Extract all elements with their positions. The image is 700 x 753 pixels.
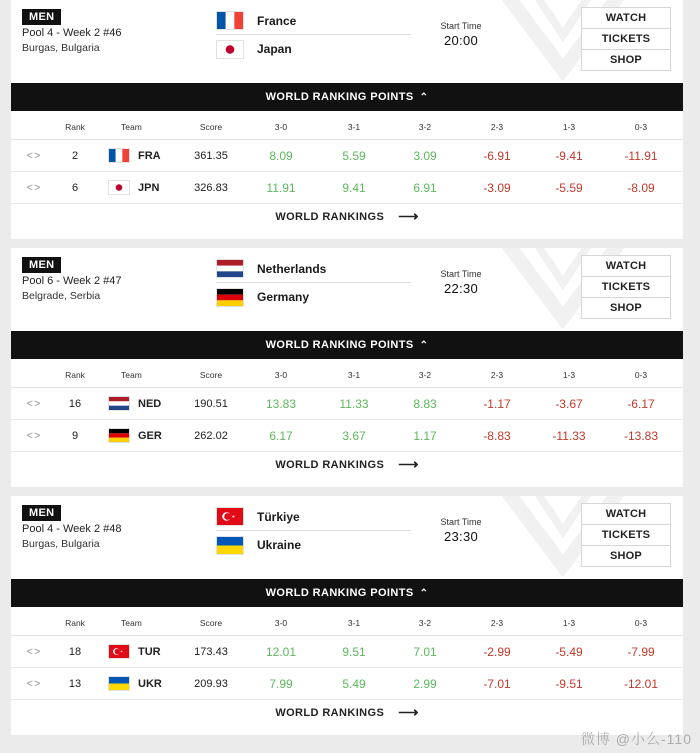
de-flag-icon (216, 288, 244, 307)
venue-label: Burgas, Bulgaria (22, 42, 100, 54)
match-actions (581, 503, 671, 566)
team-name: France (257, 13, 297, 28)
score-value: 326.83 (194, 181, 228, 194)
team-cell (108, 636, 168, 667)
expand-arrows-icon[interactable]: < > (26, 677, 40, 690)
points-value: 6.91 (413, 180, 437, 195)
col-result-header: 3-1 (347, 370, 361, 380)
gender-badge: MEN (22, 505, 61, 521)
ranking-points-table (11, 359, 683, 452)
wrp-label: WORLD RANKING POINTS (265, 339, 414, 351)
team-code: TUR (138, 645, 161, 658)
col-team-header: Team (121, 618, 142, 628)
points-value: -12.01 (623, 676, 659, 691)
start-time-label: Start Time (440, 517, 482, 527)
expand-arrows-icon[interactable]: < > (26, 429, 40, 442)
start-time-value: 20:00 (443, 33, 479, 48)
col-result-header: 2-3 (490, 370, 504, 380)
points-value: 13.83 (265, 396, 297, 411)
gender-badge: MEN (22, 257, 61, 273)
team-name: Ukraine (257, 538, 302, 552)
arrow-right-icon: ⟶ (398, 208, 419, 224)
points-value: -5.49 (555, 644, 583, 659)
team-cell (108, 420, 168, 451)
points-value: -5.59 (555, 180, 583, 195)
col-result-header: 2-3 (490, 618, 504, 628)
watch-button[interactable]: WATCH (581, 7, 671, 29)
gender-badge: MEN (22, 9, 61, 25)
chevron-up-icon: ⌃ (419, 588, 429, 599)
points-value: 12.01 (265, 644, 297, 659)
points-value: -1.17 (483, 396, 511, 411)
points-value: -6.17 (627, 396, 655, 411)
arrow-right-icon: ⟶ (398, 704, 419, 720)
points-value: 5.49 (342, 676, 366, 691)
world-ranking-points-toggle[interactable] (11, 83, 683, 111)
start-time-block (421, 269, 501, 296)
start-time-value: 23:30 (443, 529, 479, 544)
table-row (11, 420, 683, 452)
team-row[interactable] (216, 531, 411, 559)
points-value: 6.17 (269, 428, 293, 443)
col-score-header: Score (199, 618, 223, 628)
watch-button[interactable]: WATCH (581, 503, 671, 525)
points-value: 5.59 (342, 148, 366, 163)
team-name: Netherlands (257, 261, 327, 276)
score-value: 173.43 (194, 645, 228, 658)
expand-arrows-icon[interactable]: < > (26, 397, 40, 410)
col-result-header: 3-0 (274, 122, 288, 132)
team-code: UKR (138, 677, 162, 690)
team-code: FRA (138, 149, 161, 162)
points-value: -2.99 (483, 644, 511, 659)
ranking-points-table (11, 111, 683, 204)
shop-button[interactable]: SHOP (581, 297, 671, 319)
points-value: -3.09 (483, 180, 511, 195)
venue-label: Belgrade, Serbia (22, 290, 101, 302)
points-value: -9.51 (555, 676, 583, 691)
world-ranking-points-toggle[interactable] (11, 331, 683, 359)
col-team-header: Team (121, 370, 142, 380)
jp-flag-icon (216, 40, 244, 59)
table-row (11, 668, 683, 700)
points-value: -7.01 (483, 676, 511, 691)
world-rankings-link[interactable] (11, 208, 683, 225)
team-name: Japan (257, 42, 292, 56)
expand-arrows-icon[interactable]: < > (26, 149, 40, 162)
start-time-block (421, 517, 501, 544)
points-value: -11.33 (552, 428, 586, 443)
table-header (11, 359, 683, 388)
jp-flag-icon (108, 180, 130, 195)
rank-value: 13 (68, 677, 82, 690)
wrp-label: WORLD RANKING POINTS (265, 587, 414, 599)
col-rank-header: Rank (65, 370, 85, 380)
points-value: 2.99 (413, 676, 437, 691)
team-row[interactable] (216, 255, 411, 283)
teams-block (216, 255, 411, 311)
team-name: Germany (257, 290, 310, 304)
col-result-header: 3-2 (418, 618, 432, 628)
watermark: 微博 @小么-110 (580, 731, 692, 747)
col-rank-header: Rank (65, 618, 85, 628)
points-value: -13.83 (623, 428, 659, 443)
start-time-label: Start Time (440, 21, 482, 31)
col-result-header: 1-3 (562, 122, 576, 132)
nl-flag-icon (216, 259, 244, 278)
teams-block (216, 7, 411, 63)
team-cell (108, 388, 168, 419)
score-value: 262.02 (194, 429, 228, 442)
col-result-header: 3-1 (347, 618, 361, 628)
world-rankings-link[interactable] (11, 456, 683, 473)
rank-value: 6 (71, 181, 79, 194)
col-result-header: 3-0 (274, 370, 288, 380)
match-actions (581, 7, 671, 70)
match-card (11, 0, 683, 239)
points-value: 3.67 (342, 428, 366, 443)
team-cell (108, 668, 168, 699)
table-header (11, 111, 683, 140)
score-value: 190.51 (194, 397, 228, 410)
team-cell (108, 140, 168, 171)
points-value: -7.99 (627, 644, 655, 659)
team-row[interactable] (216, 35, 411, 63)
match-actions (581, 255, 671, 318)
watch-button[interactable]: WATCH (581, 255, 671, 277)
ua-flag-icon (216, 536, 244, 555)
team-name: Türkiye (257, 509, 300, 524)
tr-flag-icon (108, 644, 130, 659)
match-card (11, 248, 683, 487)
match-card (11, 496, 683, 735)
shop-button[interactable]: SHOP (581, 545, 671, 567)
score-value: 361.35 (194, 149, 228, 162)
pool-label: Pool 4 - Week 2 #46 (22, 27, 122, 39)
table-row (11, 388, 683, 420)
world-ranking-points-toggle[interactable] (11, 579, 683, 607)
wrp-label: WORLD RANKING POINTS (265, 91, 414, 103)
de-flag-icon (108, 428, 130, 443)
table-header (11, 607, 683, 636)
fr-flag-icon (108, 148, 130, 163)
col-result-header: 0-3 (634, 122, 648, 132)
points-value: 7.99 (269, 676, 293, 691)
col-result-header: 0-3 (634, 370, 648, 380)
world-rankings-label: WORLD RANKINGS (275, 211, 385, 223)
teams-block (216, 503, 411, 559)
pool-label: Pool 6 - Week 2 #47 (22, 275, 122, 287)
points-value: -8.83 (483, 428, 511, 443)
col-result-header: 3-1 (347, 122, 361, 132)
shop-button[interactable]: SHOP (581, 49, 671, 71)
tr-flag-icon (216, 507, 244, 526)
col-result-header: 3-2 (418, 122, 432, 132)
chevron-up-icon: ⌃ (419, 92, 429, 103)
rank-value: 18 (68, 645, 82, 658)
expand-arrows-icon[interactable]: < > (26, 181, 40, 194)
team-code: GER (138, 429, 162, 442)
ua-flag-icon (108, 676, 130, 691)
points-value: 11.91 (266, 180, 296, 195)
start-time-value: 22:30 (443, 281, 479, 296)
rank-value: 9 (71, 429, 79, 442)
col-rank-header: Rank (65, 122, 85, 132)
rank-value: 2 (71, 149, 79, 162)
points-value: 8.83 (413, 396, 437, 411)
table-row (11, 636, 683, 668)
score-value: 209.93 (194, 677, 228, 690)
fr-flag-icon (216, 11, 244, 30)
points-value: 3.09 (413, 148, 437, 163)
team-row[interactable] (216, 283, 411, 311)
points-value: 1.17 (413, 428, 437, 443)
col-result-header: 2-3 (490, 122, 504, 132)
chevron-up-icon: ⌃ (419, 340, 429, 351)
pool-label: Pool 4 - Week 2 #48 (22, 523, 122, 535)
team-cell (108, 172, 168, 203)
table-row (11, 140, 683, 172)
col-result-header: 1-3 (562, 370, 576, 380)
points-value: -8.09 (627, 180, 655, 195)
world-rankings-label: WORLD RANKINGS (275, 707, 385, 719)
points-value: -6.91 (483, 148, 511, 163)
table-row (11, 172, 683, 204)
points-value: 7.01 (413, 644, 437, 659)
col-result-header: 3-0 (274, 618, 288, 628)
world-rankings-link[interactable] (11, 704, 683, 721)
points-value: -11.91 (624, 148, 658, 163)
tickets-button[interactable]: TICKETS (581, 28, 671, 50)
team-row[interactable] (216, 503, 411, 531)
team-code: NED (138, 397, 162, 410)
col-score-header: Score (199, 122, 223, 132)
col-result-header: 1-3 (562, 618, 576, 628)
col-score-header: Score (199, 370, 223, 380)
col-result-header: 0-3 (634, 618, 648, 628)
team-code: JPN (138, 181, 160, 194)
points-value: 9.41 (342, 180, 366, 195)
world-rankings-label: WORLD RANKINGS (275, 459, 385, 471)
team-row[interactable] (216, 7, 411, 35)
expand-arrows-icon[interactable]: < > (26, 645, 40, 658)
nl-flag-icon (108, 396, 130, 411)
rank-value: 16 (68, 397, 82, 410)
arrow-right-icon: ⟶ (398, 456, 419, 472)
tickets-button[interactable]: TICKETS (581, 276, 671, 298)
points-value: -3.67 (555, 396, 583, 411)
ranking-points-table (11, 607, 683, 700)
tickets-button[interactable]: TICKETS (581, 524, 671, 546)
points-value: 8.09 (269, 148, 293, 163)
points-value: -9.41 (555, 148, 583, 163)
points-value: 11.33 (339, 396, 369, 411)
start-time-label: Start Time (440, 269, 482, 279)
col-result-header: 3-2 (418, 370, 432, 380)
venue-label: Burgas, Bulgaria (22, 538, 100, 550)
col-team-header: Team (121, 122, 142, 132)
start-time-block (421, 21, 501, 48)
points-value: 9.51 (342, 644, 366, 659)
